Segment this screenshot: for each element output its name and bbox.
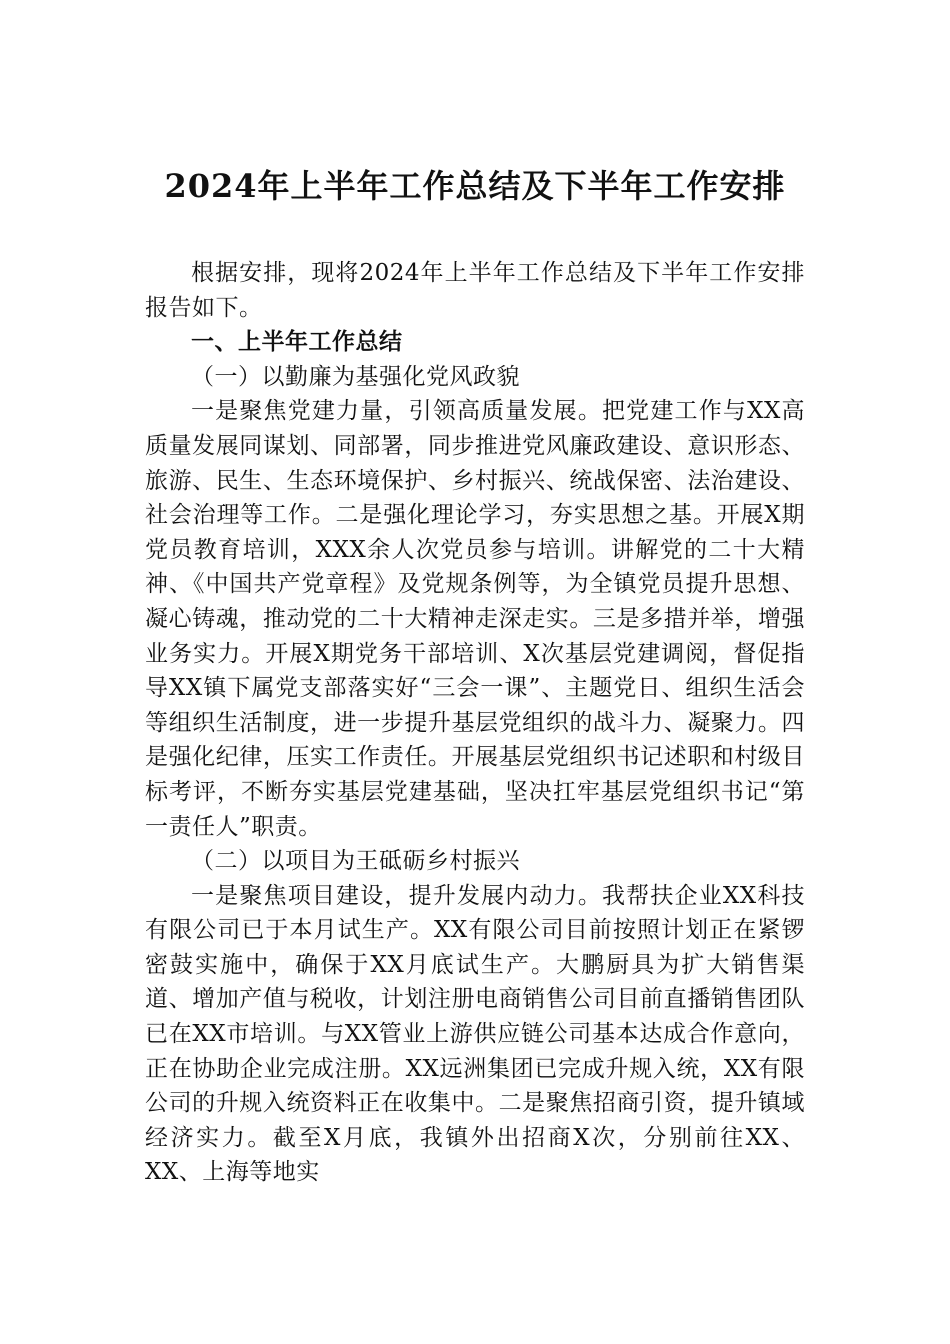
subsection-heading-1: （一）以勤廉为基强化党风政貌 [191, 363, 520, 390]
document-body [145, 256, 805, 1190]
document-page [145, 0, 805, 1344]
document-title: 2024年上半年工作总结及下半年工作安排 [164, 167, 786, 205]
intro-paragraph: 根据安排，现将2024年上半年工作总结及下半年工作安排报告如下。 [145, 260, 805, 321]
subsection-2-paragraph: 一是聚焦项目建设，提升发展内动力。我帮扶企业XX科技有限公司已于本月试生产。XX有限公司目前按照计划正在紧锣密鼓实施中，确保于XX月底试生产。大鹏厨具为扩大销售渠道、增加产值与税收，计划注册电商销售公司目前直播销售团队已在XX市培训。与XX管业上游供应链公司基本达成合作意向，正在协助企业完成注册。XX远洲集团已完成升规入统，XX有限公司的升规入统资料正在收集中。二是聚焦招商引资，提升镇域经济实力。截至X月底，我镇外出招商X次，分别前往XX、XX、上海等地实 [145, 882, 805, 1186]
subsection-heading-2: （二）以项目为王砥砺乡村振兴 [191, 848, 520, 875]
subsection-1-paragraph: 一是聚焦党建力量，引领高质量发展。把党建工作与XX高质量发展同谋划、同部署，同步推进党风廉政建设、意识形态、旅游、民生、生态环境保护、乡村振兴、统战保密、法治建设、社会治理等工作。二是强化理论学习，夯实思想之基。开展X期党员教育培训，XXX余人次党员参与培训。讲解党的二十大精神、《中国共产党章程》及党规条例等，为全镇党员提升思想、凝心铸魂，推动党的二十大精神走深走实。三是多措并举，增强业务实力。开展X期党务干部培训、X次基层党建调阅，督促指导XX镇下属党支部落实好“三会一课”、主题党日、组织生活会等组织生活制度，进一步提升基层党组织的战斗力、凝聚力。四是强化纪律，压实工作责任。开展基层党组织书记述职和村级目标考评，不断夯实基层党建基础，坚决扛牢基层党组织书记“第一责任人”职责。 [145, 398, 805, 840]
section-heading-1: 一、上半年工作总结 [191, 329, 403, 356]
